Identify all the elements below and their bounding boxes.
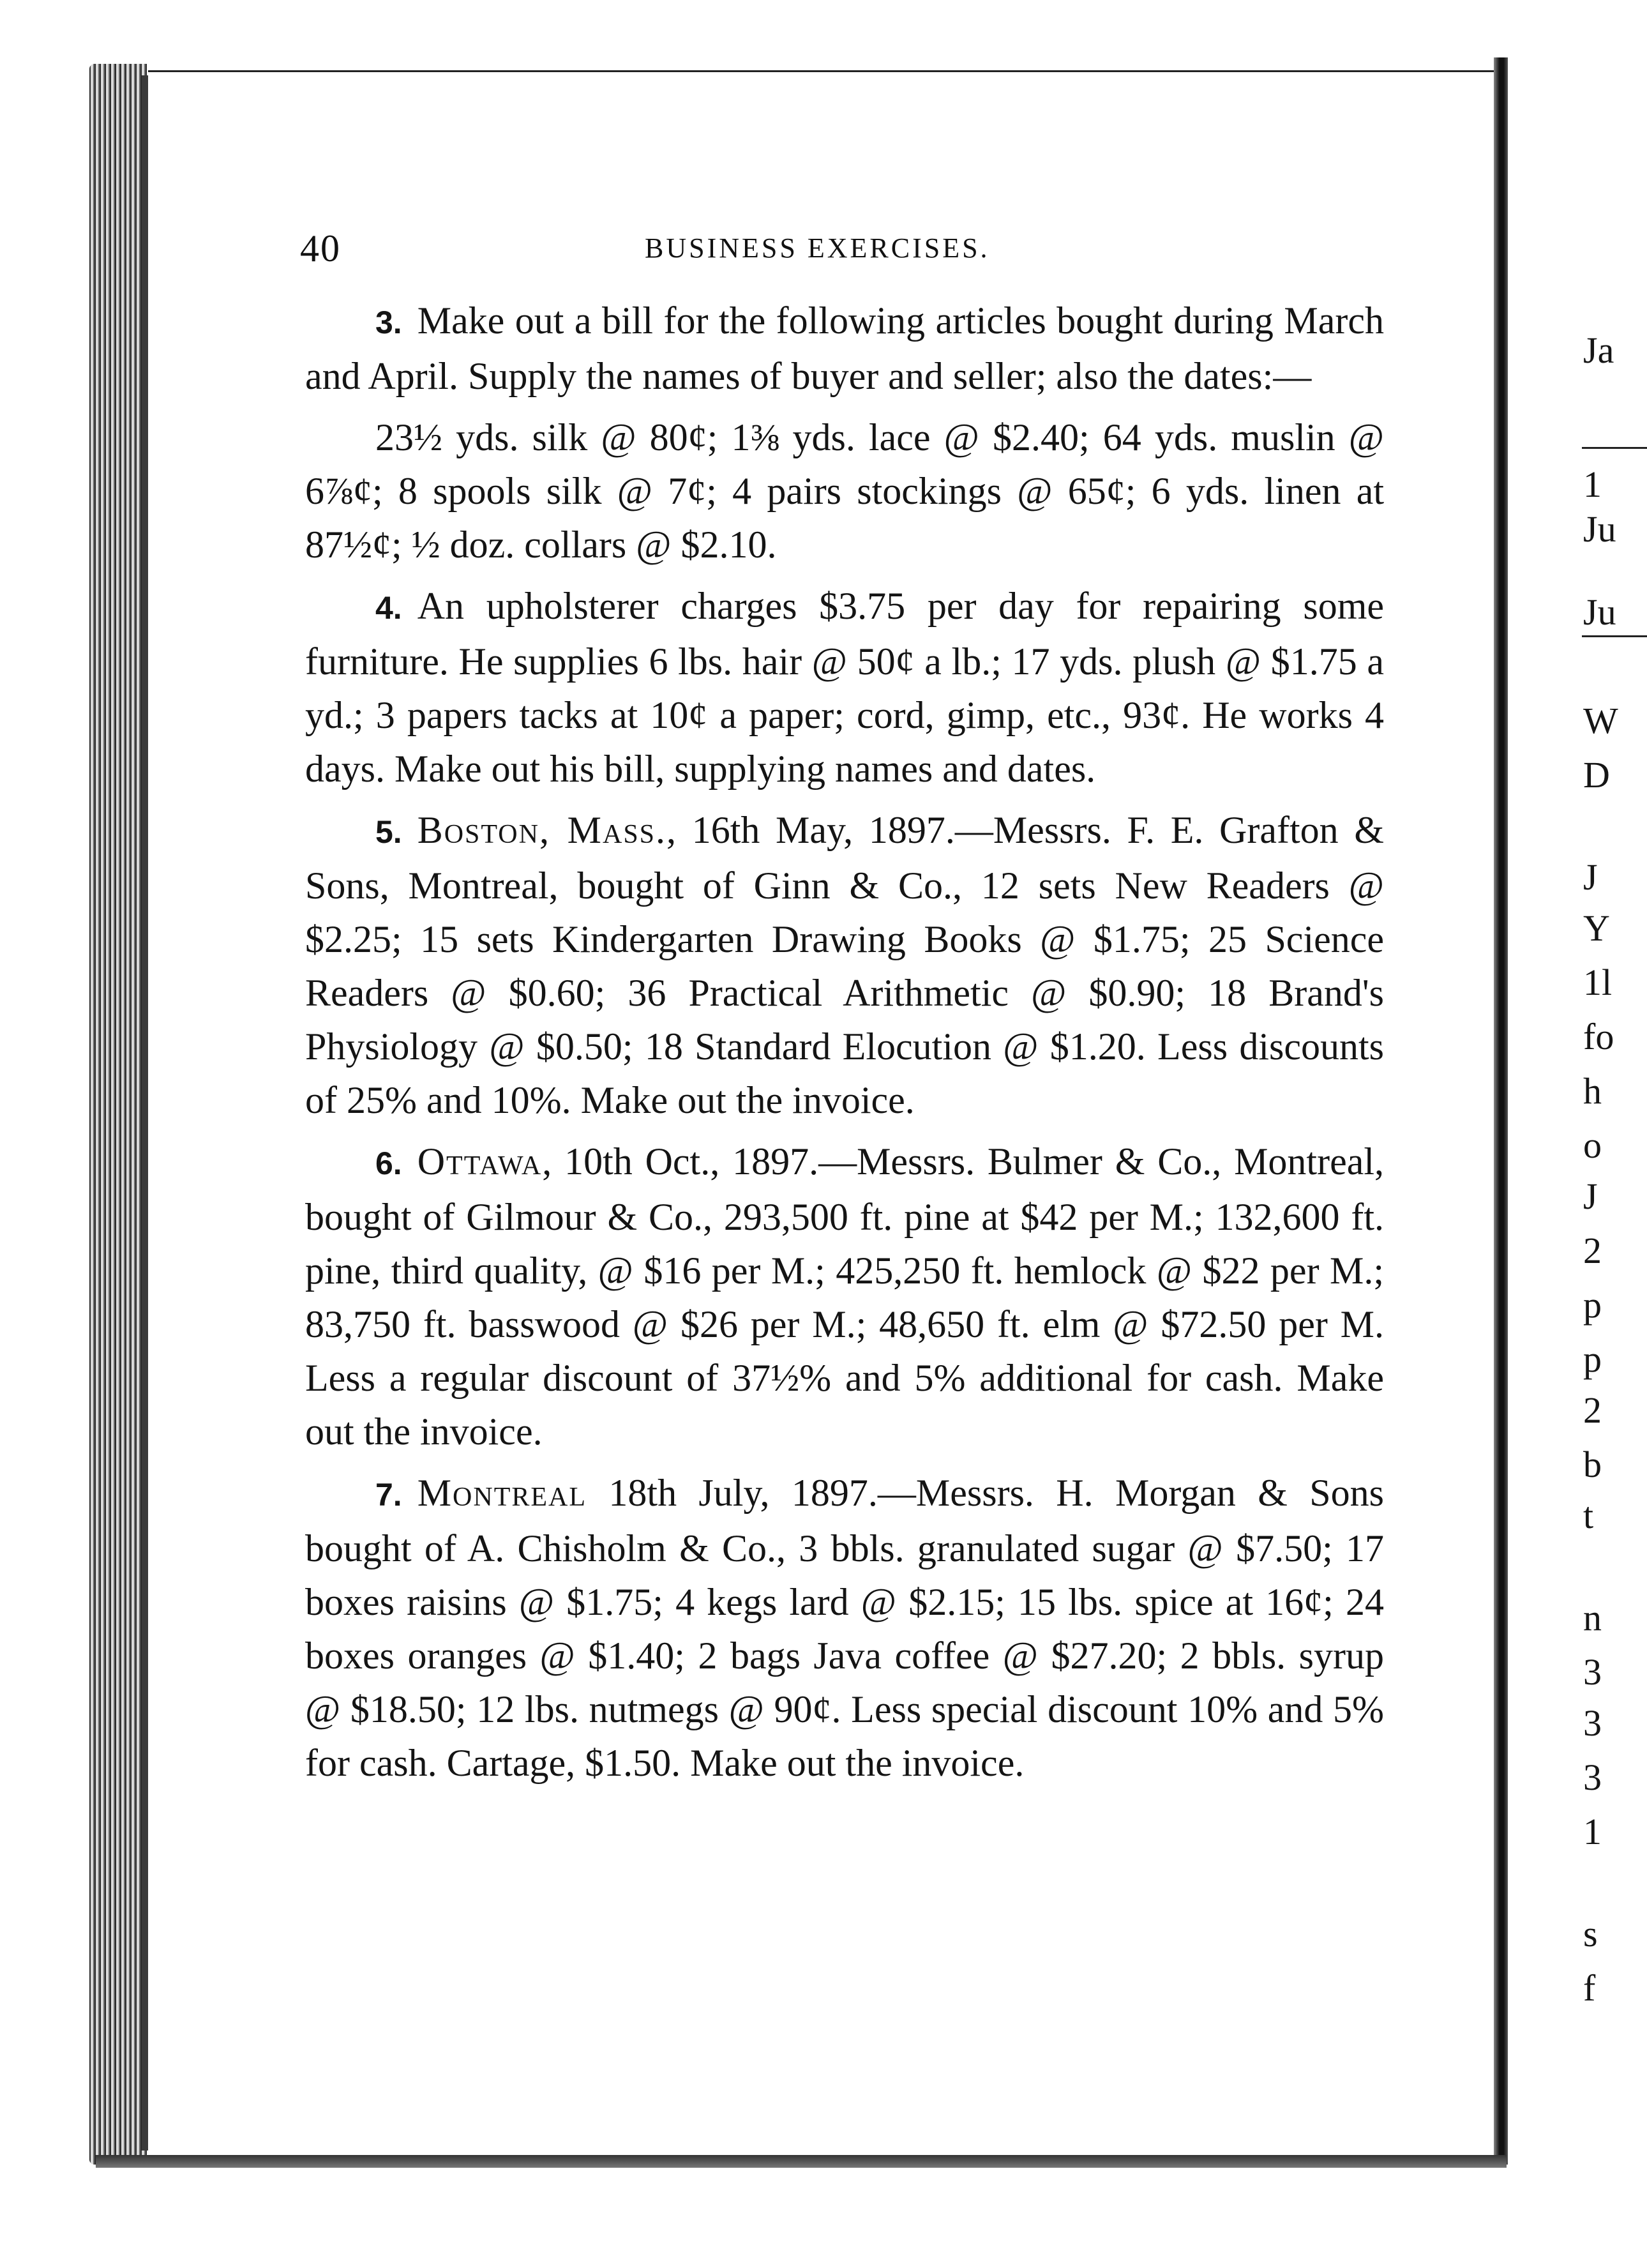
exercise-4	[305, 579, 1384, 796]
exercise-paragraph	[305, 803, 1384, 1127]
facing-fragment: J	[1583, 1176, 1598, 1217]
facing-fragment: W	[1583, 700, 1618, 741]
exercise-text: An upholsterer charges $3.75 per day for repairing some furniture. He supplies 6 lbs. hair @ 50¢ a lb.; 17 yds. plush @ $1.75 a yd.; 3 papers tacks at 10¢ a paper; cord, gimp, etc., 93¢. He works 4 days. Make out his bill, supplying names and dates.	[305, 585, 1384, 790]
place-name: Boston, Mass.	[417, 809, 667, 851]
exercise-paragraph	[305, 1135, 1384, 1458]
facing-fragment: p	[1583, 1338, 1602, 1380]
facing-fragment: 2	[1583, 1389, 1602, 1431]
exercise-list	[305, 294, 1384, 1797]
book-page-edges	[89, 64, 147, 2165]
exercise-7	[305, 1466, 1384, 1790]
exercise-paragraph: 23½ yds. silk @ 80¢; 1⅜ yds. lace @ $2.40; 64 yds. muslin @ 6⅞¢; 8 spools silk @ 7¢; 4 pairs stockings @ 65¢; 6 yds. linen at 87½¢; ½ doz. collars @ $2.10.	[305, 416, 1384, 566]
page-number: 40	[300, 227, 341, 269]
facing-fragment: 3	[1583, 1651, 1602, 1693]
facing-fragment: 3	[1583, 1757, 1602, 1798]
facing-fragment: t	[1583, 1495, 1594, 1536]
facing-fragment: o	[1583, 1124, 1602, 1166]
facing-fragment: 2	[1583, 1230, 1602, 1271]
exercise-paragraph	[305, 1466, 1384, 1790]
exercise-number: 7.	[375, 1477, 402, 1513]
facing-page	[1508, 57, 1647, 2165]
exercise-5	[305, 803, 1384, 1127]
facing-rule	[1582, 447, 1647, 449]
facing-fragment: J	[1583, 856, 1598, 898]
exercise-paragraph	[305, 579, 1384, 796]
facing-fragment: Ju	[1583, 591, 1616, 633]
exercise-6	[305, 1135, 1384, 1458]
facing-fragment: b	[1583, 1444, 1602, 1485]
running-head	[300, 227, 1398, 271]
facing-fragment: n	[1583, 1597, 1602, 1638]
facing-fragment: p	[1583, 1284, 1602, 1326]
exercise-paragraph	[305, 294, 1384, 403]
facing-fragment: Ju	[1583, 508, 1616, 550]
facing-fragment: D	[1583, 754, 1610, 796]
facing-rule	[1582, 635, 1647, 637]
facing-fragment: 1	[1583, 464, 1602, 505]
exercise-text: Make out a bill for the following articles bought during March and April. Supply the names of buyer and seller; also the dates:—	[305, 299, 1384, 397]
place-name: Ottawa	[417, 1140, 543, 1183]
exercise-text: , 10th Oct., 1897.—Messrs. Bulmer & Co., Montreal, bought of Gilmour & Co., 293,500 ft. pine at $42 per M.; 132,600 ft. pine, third quality, @ $16 per M.; 425,250 ft. hemlock @ $22 per M.; 83,750 ft. basswood @ $26 per M.; 48,650 ft. elm @ $72.50 per M. Less a regular discount of 37½% and 5% additional for cash. Make out the invoice.	[305, 1140, 1384, 1453]
book-bottom-edge	[96, 2155, 1507, 2168]
facing-fragment: fo	[1583, 1016, 1614, 1057]
facing-fragment: 3	[1583, 1702, 1602, 1744]
facing-fragment: 1l	[1583, 962, 1613, 1003]
exercise-text: 18th July, 1897.—Messrs. H. Morgan & Sons bought of A. Chisholm & Co., 3 bbls. granulated sugar @ $7.50; 17 boxes raisins @ $1.75; 4 kegs lard @ $2.15; 15 lbs. spice at 16¢; 24 boxes oranges @ $1.40; 2 bags Java coffee @ $27.20; 2 bbls. syrup @ $18.50; 12 lbs. nutmegs @ 90¢. Less special discount 10% and 5% for cash. Cartage, $1.50. Make out the invoice.	[305, 1472, 1384, 1784]
exercise-text: , 16th May, 1897.—Messrs. F. E. Grafton & Sons, Montreal, bought of Ginn & Co., 12 sets New Readers @ $2.25; 15 sets Kindergarten Drawing Books @ $1.75; 25 Science Readers @ $0.60; 36 Practical Arithmetic @ $0.90; 18 Brand's Physiology @ $0.50; 18 Standard Elocution @ $1.20. Less discounts of 25% and 10%. Make out the invoice.	[305, 809, 1384, 1121]
facing-fragment: 1	[1583, 1811, 1602, 1852]
exercise-number: 5.	[375, 814, 402, 850]
running-title: BUSINESS EXERCISES.	[645, 232, 990, 264]
facing-fragment: h	[1583, 1070, 1602, 1112]
exercise-number: 6.	[375, 1145, 402, 1181]
facing-fragment: Y	[1583, 907, 1610, 949]
exercise-number: 3.	[375, 305, 402, 340]
exercise-3	[305, 294, 1384, 571]
exercise-number: 4.	[375, 590, 402, 626]
facing-fragment: s	[1583, 1913, 1598, 1954]
book-gutter	[1494, 57, 1508, 2165]
place-name: Montreal	[417, 1472, 587, 1514]
facing-fragment: f	[1583, 1967, 1596, 2009]
facing-fragment: Ja	[1583, 329, 1614, 371]
